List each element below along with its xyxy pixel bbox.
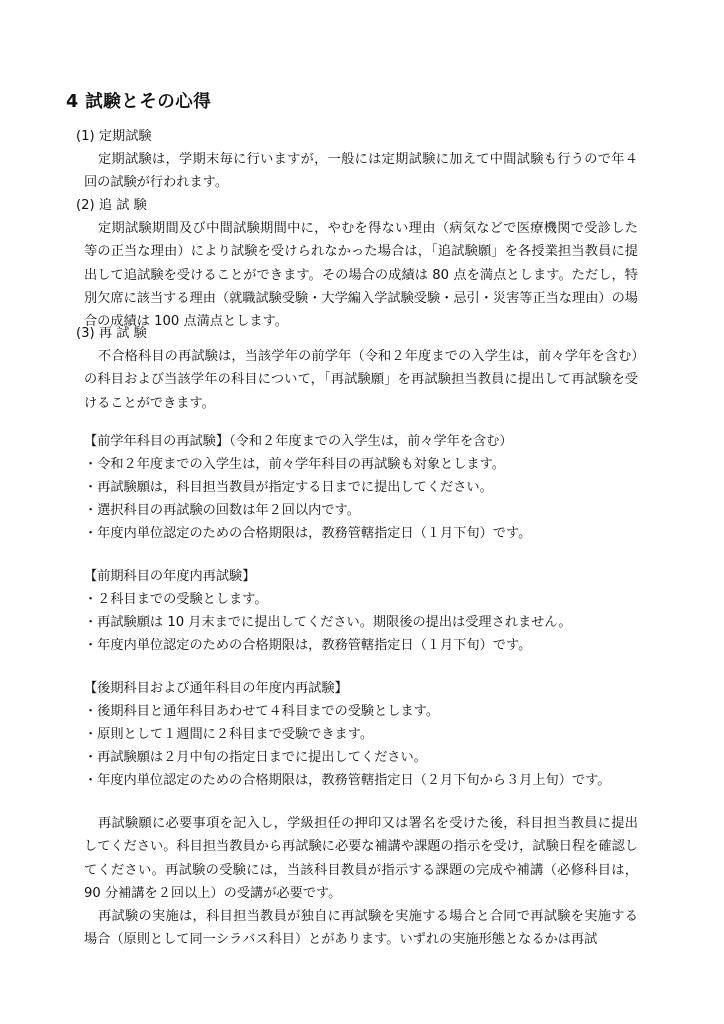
paragraph-teiki: 定期試験は，学期末毎に行いますが，一般には定期試験に加えて中間試験も行うので年４回の試験が行われます。 — [84, 152, 638, 191]
block-heading-second: 【後期科目および通年科目の年度内再試験】 — [84, 681, 348, 696]
subsection-heading-tsui: (2) 追 試 験 — [76, 198, 147, 213]
list-item: ・２科目までの受験とします。 — [84, 592, 268, 607]
list-item: ・後期科目と通年科目あわせて４科目までの受験とします。 — [84, 704, 440, 719]
list-item: ・年度内単位認定のための合格期限は，教務管轄指定日（２月下旬から３月上旬）です。 — [84, 773, 611, 788]
list-item: ・再試験願は２月中旬の指定日までに提出してください。 — [84, 750, 427, 765]
list-item: ・再試験願は 10 月末までに提出してください。期限後の提出は受理されません。 — [84, 615, 572, 630]
section-title: 4 試験とその心得 — [66, 92, 212, 112]
list-item: ・年度内単位認定のための合格期限は，教務管轄指定日（１月下旬）です。 — [84, 526, 532, 541]
block-heading-prev: 【前学年科目の再試験】（令和２年度までの入学生は，前々学年を含む） — [84, 434, 513, 449]
subsection-heading-teiki: (1) 定期試験 — [76, 129, 152, 144]
paragraph-tsui: 定期試験期間及び中間試験期間中に，やむを得ない理由（病気などで医療機関で受診した等の正当な理由）により試験を受けられなかった場合は，「追試験願」を各授業担当教員に提出して追試験を受けることができます。その場合の成績は 80 点を満点とします。ただし，特別欠席に該当する理由（就職試験受験・大学編入学試験受験・忌引・災害等正当な理由）の場合の成績は 100 点満点とします。 — [84, 221, 638, 330]
list-item: ・再試験願は，科目担当教員が指定する日までに提出してください。 — [84, 480, 493, 495]
subsection-heading-sai: (3) 再 試 験 — [76, 326, 147, 341]
list-item: ・令和２年度までの入学生は，前々学年科目の再試験も対象とします。 — [84, 457, 505, 472]
list-item: ・原則として１週間に２科目まで受験できます。 — [84, 727, 374, 742]
list-item: ・年度内単位認定のための合格期限は，教務管轄指定日（１月下旬）です。 — [84, 638, 532, 653]
paragraph-sai: 不合格科目の再試験は，当該学年の前学年（令和２年度までの入学生は，前々学年を含む）の科目および当該学年の科目について，「再試験願」を再試験担当教員に提出して再試験を受けることができます。 — [84, 349, 638, 411]
block-heading-first: 【前期科目の年度内再試験】 — [84, 569, 256, 584]
list-item: ・選択科目の再試験の回数は年２回以内です。 — [84, 503, 360, 518]
paragraph-closing-2: 再試験の実施は，科目担当教員が独自に再試験を実施する場合と合同で再試験を実施する場合（原則として同一シラバス科目）とがあります。いずれの実施形態となるかは再試 — [84, 909, 638, 948]
paragraph-closing-1: 再試験願に必要事項を記入し，学級担任の押印又は署名を受けた後，科目担当教員に提出してください。科目担当教員から再試験に必要な補講や課題の指示を受け，試験日程を確認してください。再試験の受験には，当該科目教員が指示する課題の完成や補講（必修科目は，90 分補講を２回以上）の受講が必要です。 — [84, 816, 638, 901]
